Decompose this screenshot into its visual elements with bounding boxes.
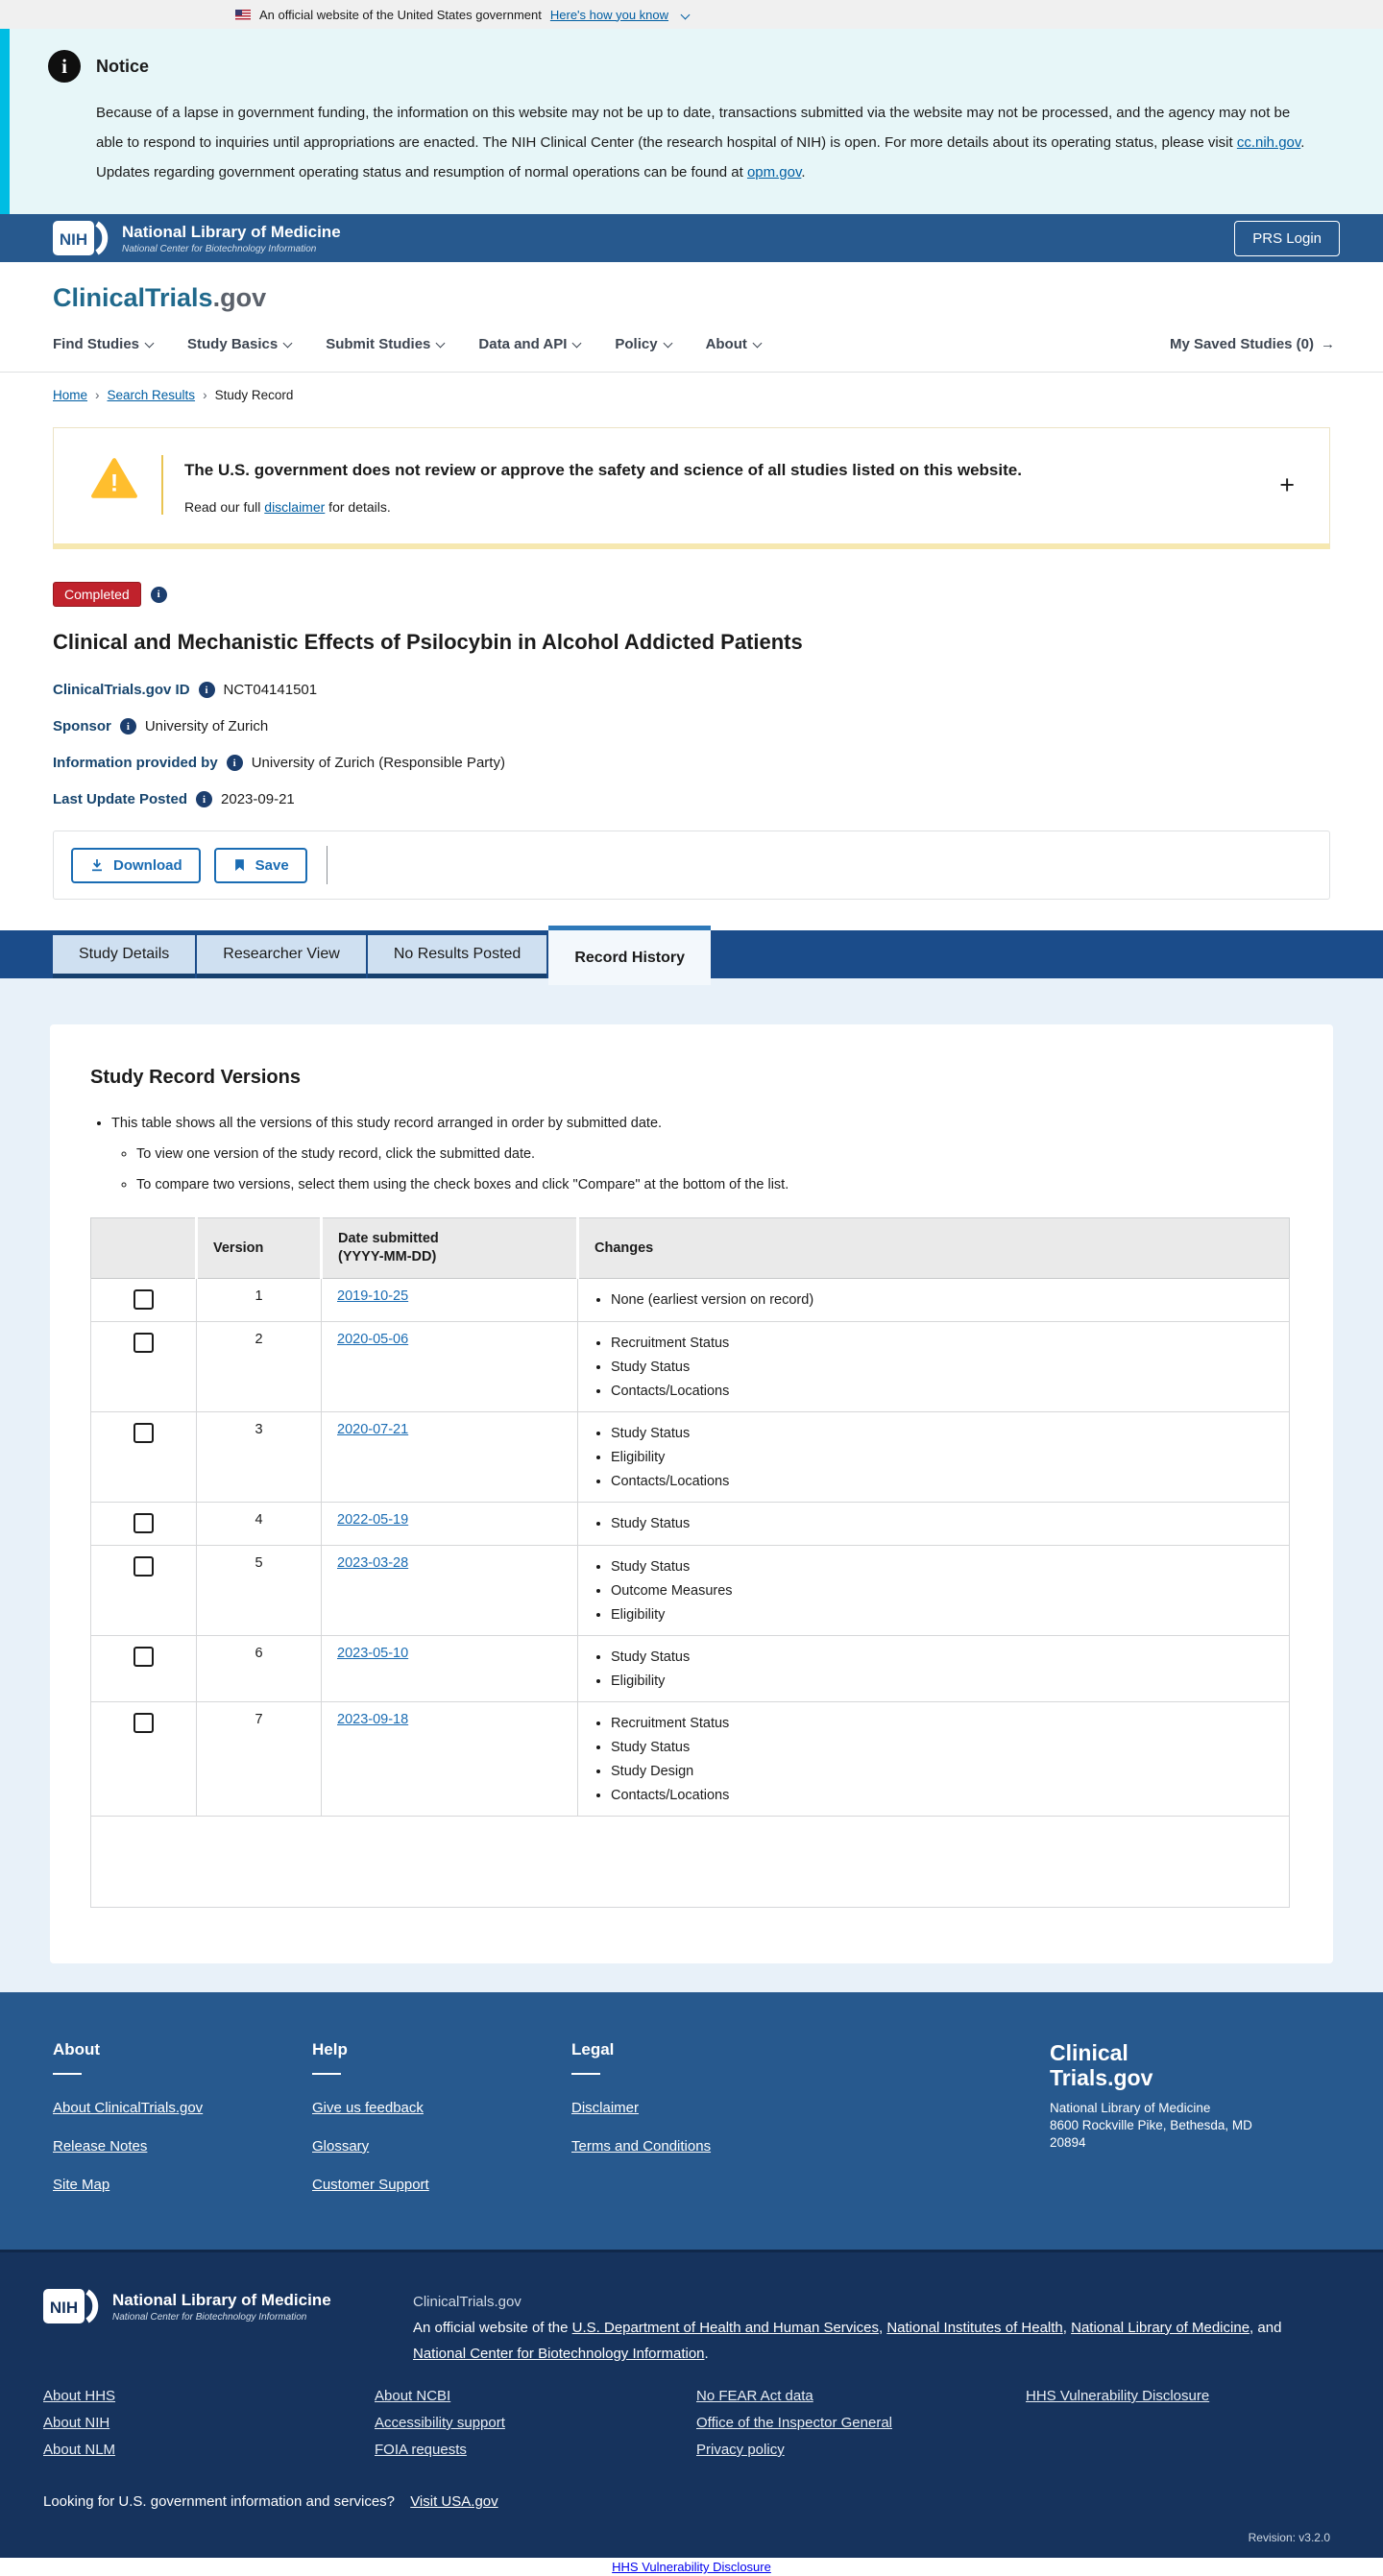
table-row — [91, 1503, 1290, 1546]
version-number: 7 — [197, 1702, 322, 1817]
official-text-part: , — [1062, 2320, 1072, 2336]
versions-intro-list — [90, 1116, 1290, 1192]
official-text-part: , and — [1250, 2320, 1282, 2336]
changes-column-header: Changes — [578, 1218, 1290, 1279]
tab-researcher-view[interactable]: Researcher View — [197, 935, 366, 978]
nav-item-policy[interactable]: Policy — [615, 336, 670, 352]
change-item: • Study Status — [611, 1512, 1274, 1536]
version-date-link[interactable]: 2019-10-25 — [337, 1288, 409, 1304]
footer-link-customer-support[interactable]: Customer Support — [312, 2177, 429, 2193]
save-button[interactable]: Save — [214, 848, 307, 883]
version-date-link[interactable]: 2020-07-21 — [337, 1422, 409, 1437]
meta-label: ClinicalTrials.gov ID — [53, 682, 190, 698]
gov-footer-text — [413, 2289, 1330, 2367]
about-hhs-link[interactable]: About HHS — [43, 2388, 116, 2404]
chevron-down-icon[interactable] — [681, 10, 691, 19]
version-date-link[interactable]: 2023-09-18 — [337, 1712, 409, 1727]
meta-value: University of Zurich — [144, 718, 269, 734]
footer-legal-column — [571, 2040, 831, 2215]
bookmark-icon — [232, 857, 247, 873]
breadcrumb — [0, 373, 1383, 402]
info-icon[interactable]: i — [120, 718, 136, 734]
official-text-part: . — [704, 2346, 709, 2362]
footer-link-site-map[interactable]: Site Map — [53, 2177, 110, 2193]
study-status-row — [53, 582, 1330, 607]
change-item: • Contacts/Locations — [611, 1380, 1274, 1404]
tab-record-history[interactable]: Record History — [548, 926, 711, 985]
meta-label: Information provided by — [53, 755, 218, 771]
warning-icon — [90, 455, 138, 503]
change-item: • Contacts/Locations — [611, 1470, 1274, 1494]
record-history-section — [0, 978, 1383, 1992]
usa-gov-link[interactable]: Visit USA.gov — [410, 2493, 498, 2510]
change-item: • Study Status — [611, 1555, 1274, 1579]
notice-text — [96, 98, 1316, 187]
footer-heading-rule — [53, 2073, 82, 2075]
footer-link-glossary[interactable]: Glossary — [312, 2138, 370, 2155]
download-icon — [89, 857, 105, 873]
version-date-link[interactable]: 2020-05-06 — [337, 1332, 409, 1347]
intro-sub-item: ◦ To compare two versions, select them using the check boxes and click "Compare" at the bottom of the list. — [136, 1177, 1290, 1192]
chevron-down-icon — [436, 339, 446, 349]
version-number: 4 — [197, 1503, 322, 1546]
plus-icon: + — [1279, 469, 1295, 499]
gov-links-column-4 — [1026, 2388, 1209, 2468]
nlm-title: National Library of Medicine — [122, 222, 341, 241]
prs-login-button[interactable]: PRS Login — [1234, 221, 1340, 256]
site-header — [0, 262, 1383, 373]
cc-nih-link[interactable]: cc.nih.gov — [1236, 134, 1301, 151]
about-nlm-link[interactable]: About NLM — [43, 2442, 116, 2458]
footer-link-terms[interactable]: Terms and Conditions — [571, 2138, 712, 2155]
table-row — [91, 1546, 1290, 1636]
gov-links-column-1 — [43, 2388, 375, 2468]
study-title: Clinical and Mechanistic Effects of Psilocybin in Alcohol Addicted Patients — [53, 630, 803, 654]
tab-no-results-posted[interactable]: No Results Posted — [368, 935, 547, 978]
nih-link[interactable]: National Institutes of Health — [886, 2320, 1063, 2336]
tab-bar — [0, 930, 1383, 978]
svg-text:!: ! — [109, 469, 119, 497]
meta-row-nct-id — [53, 682, 1330, 698]
version-date-link[interactable]: 2023-05-10 — [337, 1646, 409, 1661]
nlm-link[interactable]: National Library of Medicine — [1071, 2320, 1250, 2336]
breadcrumb-current: Study Record — [214, 388, 294, 402]
site-footer — [0, 1992, 1383, 2250]
changes-list — [594, 1555, 1274, 1627]
download-button[interactable]: Download — [71, 848, 201, 883]
footer-logo-block — [1050, 2040, 1330, 2215]
about-ncbi-link[interactable]: About NCBI — [375, 2388, 451, 2404]
change-item: • Study Status — [611, 1422, 1274, 1446]
nav-item-submit-studies[interactable]: Submit Studies — [326, 336, 444, 352]
notice-title: Notice — [96, 56, 150, 76]
change-item: • Study Status — [611, 1736, 1274, 1760]
change-item: • Study Status — [611, 1646, 1274, 1670]
notice-text-part: Because of a lapse in government funding, the information on this website may not be up to date, transactions submitted via the website may not be processed, and the agency may not be able to respond to inquiries until appropriations are enacted. The NIH Clinical Center (the research hospital of NIH) is open. For more details about its operating status, please visit — [96, 105, 1291, 151]
tab-study-details[interactable]: Study Details — [53, 935, 195, 978]
version-checkbox[interactable] — [133, 1556, 154, 1577]
gov-links-column-2 — [375, 2388, 696, 2468]
inspector-general-link[interactable]: Office of the Inspector General — [696, 2415, 893, 2431]
ncbi-link[interactable]: National Center for Biotechnology Information — [413, 2346, 705, 2362]
chevron-down-icon — [572, 339, 582, 349]
changes-list — [594, 1646, 1274, 1694]
notice-text-part: . Updates regarding government operating status and resumption of normal operations can be found at — [96, 134, 1305, 181]
gov-footer-links — [43, 2388, 1330, 2468]
opm-link[interactable]: opm.gov — [746, 164, 802, 181]
chevron-down-icon — [663, 339, 672, 349]
meta-value: 2023-09-21 — [221, 791, 295, 807]
breadcrumb-separator: › — [95, 388, 100, 402]
foia-link[interactable]: FOIA requests — [375, 2442, 467, 2458]
change-item: • Recruitment Status — [611, 1712, 1274, 1736]
change-item: • Contacts/Locations — [611, 1784, 1274, 1808]
version-number: 2 — [197, 1322, 322, 1412]
notice-banner — [0, 29, 1383, 214]
chevron-down-icon — [145, 339, 155, 349]
usa-gov-text: Looking for U.S. government information and services? — [43, 2493, 396, 2510]
footer-link-release-notes[interactable]: Release Notes — [53, 2138, 148, 2155]
svg-text:NIH: NIH — [49, 2299, 79, 2317]
footer-link-feedback[interactable]: Give us feedback — [312, 2100, 424, 2116]
svg-text:NIH: NIH — [59, 230, 88, 249]
logo-primary: ClinicalTrials — [53, 283, 213, 312]
change-item: • Outcome Measures — [611, 1579, 1274, 1603]
changes-list — [594, 1512, 1274, 1536]
version-number: 6 — [197, 1636, 322, 1702]
meta-label: Sponsor — [53, 718, 111, 734]
expand-button[interactable] — [1274, 471, 1300, 499]
usa-gov-row — [43, 2493, 1330, 2510]
info-icon[interactable]: i — [227, 755, 243, 771]
change-item: • Recruitment Status — [611, 1332, 1274, 1356]
breadcrumb-search-results-link[interactable]: Search Results — [107, 388, 196, 402]
change-item: • Study Design — [611, 1760, 1274, 1784]
changes-list — [594, 1332, 1274, 1404]
disclaimer-text-part: for details. — [325, 499, 391, 515]
official-text-part: An official website of the — [413, 2320, 572, 2336]
info-icon[interactable]: i — [151, 587, 167, 603]
gov-footer — [0, 2250, 1383, 2558]
chevron-down-icon — [752, 339, 762, 349]
toolbar-divider — [327, 846, 328, 884]
change-item: • None (earliest version on record) — [611, 1288, 1274, 1312]
footer-help-column — [312, 2040, 571, 2215]
table-footer-row — [91, 1817, 1290, 1908]
version-checkbox[interactable] — [133, 1333, 154, 1353]
footer-link-disclaimer[interactable]: Disclaimer — [571, 2100, 640, 2116]
disclaimer-text — [184, 499, 1022, 515]
version-checkbox[interactable] — [133, 1647, 154, 1667]
footer-address: National Library of Medicine 8600 Rockville Pike, Bethesda, MD 20894 — [1050, 2101, 1252, 2150]
version-number: 1 — [197, 1279, 322, 1322]
version-number: 3 — [197, 1412, 322, 1503]
us-flag-icon — [235, 10, 251, 20]
footer-about-column — [53, 2040, 312, 2215]
footer-heading-rule — [312, 2073, 341, 2075]
nih-logo — [53, 221, 110, 255]
version-column-header: Version — [197, 1218, 322, 1279]
gov-banner-text: An official website of the United States government — [259, 7, 542, 22]
logo-suffix: .gov — [212, 283, 267, 312]
nlm-title: National Library of Medicine — [112, 2290, 331, 2309]
gov-links-column-3 — [696, 2388, 1026, 2468]
arrow-right-icon: → — [1321, 336, 1335, 352]
disclaimer-text-part: Read our full — [184, 499, 265, 515]
info-icon[interactable]: i — [199, 682, 215, 698]
gov-footer-brand: ClinicalTrials.gov — [413, 2294, 522, 2310]
versions-card — [50, 1024, 1333, 1963]
table-footer-cell — [91, 1817, 1290, 1908]
versions-heading: Study Record Versions — [90, 1067, 301, 1088]
how-you-know-link[interactable]: Here's how you know — [549, 7, 669, 22]
disclaimer-banner — [53, 427, 1330, 549]
version-checkbox[interactable] — [133, 1289, 154, 1310]
nih-logo — [43, 2289, 101, 2323]
notice-text-part: . — [801, 164, 806, 181]
about-nih-link[interactable]: About NIH — [43, 2415, 110, 2431]
version-date-link[interactable]: 2022-05-19 — [337, 1512, 409, 1528]
hhs-link[interactable]: U.S. Department of Health and Human Services — [571, 2320, 879, 2336]
breadcrumb-separator: › — [203, 388, 207, 402]
no-fear-act-link[interactable]: No FEAR Act data — [696, 2388, 813, 2404]
version-number: 5 — [197, 1546, 322, 1636]
footer-logo: Clinical Trials.gov — [1050, 2040, 1153, 2090]
table-row — [91, 1636, 1290, 1702]
gov-banner — [0, 0, 1383, 29]
intro-text: This table shows all the versions of this study record arranged in order by submitted date. — [111, 1116, 663, 1131]
intro-item — [111, 1116, 1290, 1192]
table-row — [91, 1322, 1290, 1412]
footer-heading: About — [53, 2040, 101, 2058]
intro-sub-item: ◦ To view one version of the study record, click the submitted date. — [136, 1146, 1290, 1162]
study-meta — [53, 682, 1330, 807]
date-column-header: Date submitted (YYYY-MM-DD) — [322, 1218, 578, 1279]
changes-list — [594, 1712, 1274, 1808]
breadcrumb-home-link[interactable]: Home — [53, 388, 88, 402]
official-text-part: , — [878, 2320, 887, 2336]
changes-list — [594, 1422, 1274, 1494]
ncbi-subtitle: National Center for Biotechnology Information — [112, 2311, 307, 2323]
meta-value: University of Zurich (Responsible Party) — [251, 755, 505, 771]
version-checkbox[interactable] — [133, 1713, 154, 1733]
change-item: • Eligibility — [611, 1603, 1274, 1627]
nav-item-find-studies[interactable]: Find Studies — [53, 336, 153, 352]
table-row — [91, 1279, 1290, 1322]
checkbox-column-header — [91, 1218, 197, 1279]
table-row — [91, 1412, 1290, 1503]
saved-studies-link[interactable]: My Saved Studies (0) → — [1169, 336, 1335, 352]
footer-heading-rule — [571, 2073, 600, 2075]
footer-heading: Legal — [571, 2040, 615, 2058]
change-item: • Eligibility — [611, 1446, 1274, 1470]
main-nav — [53, 336, 1335, 372]
nlm-header — [0, 214, 1383, 262]
nav-item-about[interactable]: About — [706, 336, 761, 352]
accessibility-link[interactable]: Accessibility support — [375, 2415, 505, 2431]
disclaimer-heading: The U.S. government does not review or approve the safety and science of all studies listed on this website. — [184, 461, 1022, 479]
version-checkbox[interactable] — [133, 1513, 154, 1533]
change-item: • Study Status — [611, 1356, 1274, 1380]
meta-value: NCT04141501 — [223, 682, 318, 698]
privacy-policy-link[interactable]: Privacy policy — [696, 2442, 785, 2458]
nav-item-data-and-api[interactable]: Data and API — [478, 336, 580, 352]
meta-row-sponsor — [53, 718, 1330, 734]
clinicaltrials-logo[interactable] — [53, 283, 1335, 313]
footer-link-about-clinicaltrials[interactable]: About ClinicalTrials.gov — [53, 2100, 204, 2116]
version-checkbox[interactable] — [133, 1423, 154, 1443]
change-item: • Eligibility — [611, 1670, 1274, 1694]
versions-table — [90, 1217, 1290, 1908]
version-date-link[interactable]: 2023-03-28 — [337, 1555, 409, 1571]
nav-item-study-basics[interactable]: Study Basics — [187, 336, 291, 352]
status-badge: Completed — [53, 582, 141, 607]
ncbi-subtitle: National Center for Biotechnology Information — [122, 243, 317, 254]
chevron-down-icon — [283, 339, 293, 349]
bottom-bar — [0, 2558, 1383, 2576]
meta-label: Last Update Posted — [53, 791, 188, 807]
disclaimer-link[interactable]: disclaimer — [264, 499, 326, 515]
table-header-row — [91, 1218, 1290, 1279]
actions-toolbar — [53, 831, 1330, 900]
info-icon[interactable]: i — [196, 791, 212, 807]
revision-text: Revision: v3.2.0 — [1248, 2531, 1330, 2544]
changes-list — [594, 1288, 1274, 1312]
hhs-vulnerability-link[interactable]: HHS Vulnerability Disclosure — [1026, 2388, 1210, 2404]
info-icon: i — [48, 50, 81, 83]
table-row — [91, 1702, 1290, 1817]
footer-heading: Help — [312, 2040, 348, 2058]
hhs-vulnerability-link[interactable]: HHS Vulnerability Disclosure — [612, 2560, 771, 2574]
meta-row-last-update-posted — [53, 791, 1330, 807]
meta-row-information-provided-by — [53, 755, 1330, 771]
nlm-footer-logo — [43, 2289, 413, 2323]
